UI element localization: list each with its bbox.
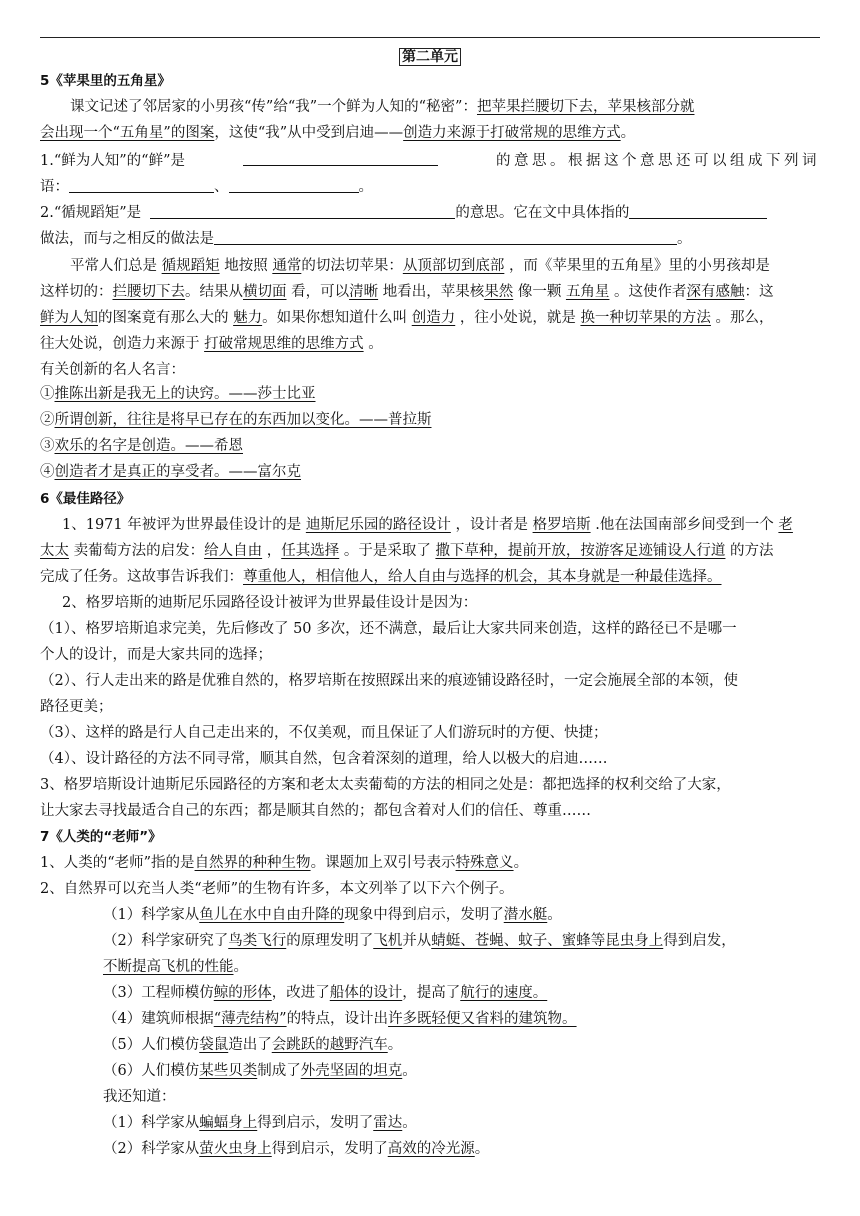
section-7-heading: 7《人类的“老师”》 [40, 829, 162, 845]
s6-paragraph-1-line-2: 太太 卖葡萄方法的启发：给人自由 ，任其选择 。于是采取了 撒下草种，提前开放，按游客足迹铺设人行道 的方法 [40, 543, 774, 559]
answer-blank[interactable] [69, 178, 214, 193]
s6-paragraph-1-line-3: 完成了任务。这故事告诉我们：尊重他人，相信他人，给人自由与选择的机会，其本身就是一种最佳选择。 [40, 569, 722, 585]
s6-reason-2-cont: 路径更美； [40, 699, 113, 715]
answer-blank[interactable] [629, 204, 767, 219]
s6-reason-2: （2）、行人走出来的路是优雅自然的，格罗培斯在按照踩出来的痕迹铺设路径时，一定会施展全部的本领，使 [40, 673, 738, 689]
section-5-heading: 5《苹果里的五角星》 [40, 73, 171, 89]
s5-question-1: 1.“鲜为人知”的“鲜”是 的意思。根据这个意思还可以组成下列词 [40, 153, 820, 169]
s7-example-1: （1）科学家从鱼儿在水中自由升降的现象中得到启示，发明了潜水艇。 [103, 907, 562, 923]
s6-paragraph-3-cont: 让大家去寻找最适合自己的东西；都是顺其自然的；都包含着对人们的信任、尊重…… [40, 803, 591, 819]
s5-question-2: 2.“循规蹈矩”是 的意思。它在文中具体指的 [40, 203, 820, 223]
quote-item: ①推陈出新是我无上的诀窍。——莎士比亚 [40, 386, 316, 402]
s5-paragraph-2-line-4: 往大处说，创造力来源于 打破常规思维的思维方式 。 [40, 336, 383, 352]
s5-paragraph-2-line-3: 鲜为人知的图案竟有那么大的 魅力。如果你想知道什么叫 创造力 ，往小处说，就是 换一种切苹果的方法 。那么， [40, 310, 774, 326]
quotes-heading: 有关创新的名人名言： [40, 362, 185, 378]
s6-paragraph-3: 3、格罗培斯设计迪斯尼乐园路径的方案和老太太卖葡萄的方法的相同之处是：都把选择的权利交给了大家， [40, 777, 731, 793]
unit-title: 第二单元 [40, 46, 820, 66]
quote-item: ②所谓创新，往往是将早已存在的东西加以变化。——普拉斯 [40, 412, 432, 428]
section-6-heading: 6《最佳路径》 [40, 491, 131, 507]
s6-paragraph-1: 1、1971 年被评为世界最佳设计的是 迪斯尼乐园的路径设计 ，设计者是 格罗培斯 .他在法国南部乡间受到一个 老 [62, 517, 793, 533]
s7-example-2: （2）科学家研究了鸟类飞行的原理发明了飞机并从蜻蜓、苍蝇、蚊子、蜜蜂等昆虫身上得到启发， [103, 933, 736, 949]
quote-item: ③欢乐的名字是创造。——希恩 [40, 438, 243, 454]
s7-example-6: （6）人们模仿某些贝类制成了外壳坚固的坦克。 [103, 1063, 417, 1079]
top-rule [40, 37, 820, 38]
s7-also-know: 我还知道： [103, 1089, 176, 1105]
s6-paragraph-2: 2、格罗培斯的迪斯尼乐园路径设计被评为世界最佳设计是因为： [62, 595, 478, 611]
s5-question-2-cont: 做法，而与之相反的做法是 。 [40, 231, 692, 247]
answer-blank[interactable] [150, 204, 455, 219]
answer-blank[interactable] [214, 230, 677, 245]
s6-reason-1-cont: 个人的设计，而是大家共同的选择； [40, 647, 272, 663]
s5-paragraph-2: 平常人们总是 循规蹈矩 地按照 通常的切法切苹果：从顶部切到底部 ，而《苹果里的五角星》里的小男孩却是 [70, 258, 770, 274]
s5-paragraph-2-line-2: 这样切的：拦腰切下去。结果从横切面 看，可以清晰 地看出，苹果核果然 像一颗 五角星 。这使作者深有感触：这 [40, 284, 774, 300]
s7-example-5: （5）人们模仿袋鼠造出了会跳跃的越野汽车。 [103, 1037, 403, 1053]
quote-item: ④创造者才是真正的享受者。——富尔克 [40, 464, 301, 480]
s7-know-1: （1）科学家从蝙蝠身上得到启示，发明了雷达。 [103, 1115, 417, 1131]
s5-paragraph-1: 课文记述了邻居家的小男孩“传”给“我”一个鲜为人知的“秘密”：把苹果拦腰切下去，苹果核部分就 [70, 99, 695, 115]
s7-line-2: 2、自然界可以充当人类“老师”的生物有许多，本文列举了以下六个例子。 [40, 881, 514, 897]
s7-line-1: 1、人类的“老师”指的是自然界的种种生物。课题加上双引号表示特殊意义。 [40, 855, 529, 871]
s6-reason-3: （3）、这样的路是行人自己走出来的，不仅美观，而且保证了人们游玩时的方便、快捷； [40, 725, 608, 741]
answer-blank[interactable] [229, 178, 359, 193]
s7-example-2-cont: 不断提高飞机的性能。 [103, 959, 248, 975]
s7-know-2: （2）科学家从萤火虫身上得到启示，发明了高效的冷光源。 [103, 1141, 490, 1157]
s7-example-4: （4）建筑师根据“薄壳结构”的特点，设计出许多既轻便又省料的建筑物。 [103, 1011, 577, 1027]
answer-blank[interactable] [243, 151, 438, 166]
s5-question-1-cont: 语： 、 。 [40, 179, 373, 195]
s5-paragraph-1-cont: 会出现一个“五角星”的图案，这使“我”从中受到启迪——创造力来源于打破常规的思维方式。 [40, 125, 636, 141]
s6-reason-4: （4）、设计路径的方法不同寻常，顺其自然，包含着深刻的道理，给人以极大的启迪…… [40, 751, 608, 767]
s7-example-3: （3）工程师模仿鲸的形体，改进了船体的设计，提高了航行的速度。 [103, 985, 548, 1001]
s6-reason-1: （1）、格罗培斯追求完美，先后修改了 50 多次，还不满意，最后让大家共同来创造，这样的路径已不是哪一 [40, 621, 737, 637]
